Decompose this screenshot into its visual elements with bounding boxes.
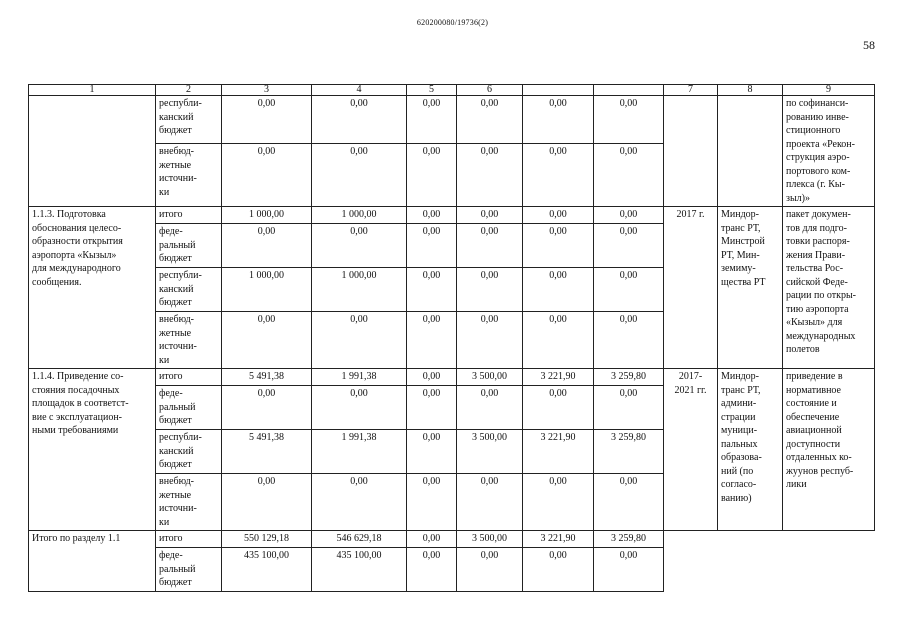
amount-cell: 3 500,00 — [457, 531, 523, 548]
amount-cell: 0,00 — [523, 96, 594, 144]
page-number: 58 — [863, 38, 875, 52]
amount-cell: 0,00 — [312, 144, 407, 207]
amount-cell: 3 259,80 — [594, 430, 664, 474]
amount-cell: 1 991,38 — [312, 430, 407, 474]
amount-cell: 0,00 — [457, 386, 523, 430]
amount-cell: 435 100,00 — [222, 548, 312, 592]
amount-cell: 1 000,00 — [222, 268, 312, 312]
executor-cell: Миндор- транс РТ, админи- страции муници- пальных образова- ний (по согласо- ванию) — [718, 369, 783, 531]
table-row — [29, 96, 875, 144]
amount-cell: 0,00 — [457, 207, 523, 224]
amount-cell: 0,00 — [594, 268, 664, 312]
document-id: 620200080/19736(2) — [416, 18, 489, 27]
table-row — [29, 531, 875, 548]
amount-cell: 0,00 — [407, 207, 457, 224]
column-number: 2 — [156, 85, 222, 96]
column-number: 1 — [29, 85, 156, 96]
amount-cell: 0,00 — [222, 144, 312, 207]
column-number — [594, 85, 664, 96]
amount-cell: 0,00 — [457, 548, 523, 592]
amount-cell: 0,00 — [457, 96, 523, 144]
amount-cell: 0,00 — [523, 268, 594, 312]
amount-cell: 1 991,38 — [312, 369, 407, 386]
amount-cell: 0,00 — [523, 386, 594, 430]
amount-cell: 5 491,38 — [222, 430, 312, 474]
amount-cell: 0,00 — [312, 386, 407, 430]
table-row — [29, 207, 875, 224]
amount-cell: 0,00 — [407, 430, 457, 474]
result-cell: по софинанси- рованию инве- стиционного проекта «Рекон- струкция аэро- портового ком- плекса (г. Кы- зыл)» — [783, 96, 875, 207]
funding-source-cell: феде- ральный бюджет — [156, 224, 222, 268]
column-number: 4 — [312, 85, 407, 96]
funding-source-cell: республи- канский бюджет — [156, 430, 222, 474]
amount-cell: 3 259,80 — [594, 369, 664, 386]
funding-source-cell: итого — [156, 531, 222, 548]
funding-source-cell: внебюд- жетные источни- ки — [156, 312, 222, 369]
period-cell: 2017 г. — [664, 207, 718, 369]
funding-source-cell: республи- канский бюджет — [156, 96, 222, 144]
amount-cell: 0,00 — [457, 144, 523, 207]
table-row — [29, 369, 875, 386]
amount-cell: 0,00 — [594, 474, 664, 531]
amount-cell: 1 000,00 — [312, 268, 407, 312]
amount-cell: 0,00 — [407, 474, 457, 531]
amount-cell: 0,00 — [594, 312, 664, 369]
amount-cell: 0,00 — [457, 268, 523, 312]
amount-cell: 0,00 — [407, 369, 457, 386]
amount-cell: 435 100,00 — [312, 548, 407, 592]
result-cell: пакет докумен- тов для подго- товки распоря- жения Прави- тельства Рос- сийской Феде- рации по откры- тию аэропорта «Кызыл» для международных полетов — [783, 207, 875, 369]
funding-source-cell: внебюд- жетные источни- ки — [156, 144, 222, 207]
amount-cell: 546 629,18 — [312, 531, 407, 548]
amount-cell: 3 500,00 — [457, 369, 523, 386]
empty-cell — [664, 531, 875, 592]
amount-cell: 0,00 — [222, 96, 312, 144]
funding-source-cell: республи- канский бюджет — [156, 268, 222, 312]
amount-cell: 0,00 — [407, 531, 457, 548]
amount-cell: 0,00 — [457, 474, 523, 531]
amount-cell: 0,00 — [594, 96, 664, 144]
amount-cell: 1 000,00 — [222, 207, 312, 224]
amount-cell: 0,00 — [594, 386, 664, 430]
executor-cell — [718, 96, 783, 207]
column-number: 7 — [664, 85, 718, 96]
amount-cell: 0,00 — [457, 224, 523, 268]
amount-cell: 1 000,00 — [312, 207, 407, 224]
budget-table — [28, 84, 875, 592]
activity-name-cell: 1.1.3. Подготовка обоснования целесо- образности открытия аэропорта «Кызыл» для международного сообщения. — [29, 207, 156, 369]
amount-cell: 0,00 — [312, 96, 407, 144]
column-number: 6 — [457, 85, 523, 96]
amount-cell: 0,00 — [523, 144, 594, 207]
column-number: 3 — [222, 85, 312, 96]
amount-cell: 0,00 — [523, 548, 594, 592]
amount-cell: 0,00 — [222, 224, 312, 268]
result-cell: приведение в нормативное состояние и обеспечение авиационной доступности отдаленных ко- жуунов респуб- лики — [783, 369, 875, 531]
amount-cell: 0,00 — [407, 386, 457, 430]
column-number: 8 — [718, 85, 783, 96]
amount-cell: 0,00 — [523, 224, 594, 268]
amount-cell: 0,00 — [312, 224, 407, 268]
amount-cell: 0,00 — [407, 268, 457, 312]
amount-cell: 0,00 — [523, 207, 594, 224]
amount-cell: 3 221,90 — [523, 531, 594, 548]
amount-cell: 0,00 — [407, 96, 457, 144]
amount-cell: 3 500,00 — [457, 430, 523, 474]
column-number-row — [29, 85, 875, 96]
column-number: 5 — [407, 85, 457, 96]
funding-source-cell: итого — [156, 369, 222, 386]
funding-source-cell: феде- ральный бюджет — [156, 386, 222, 430]
column-number — [523, 85, 594, 96]
amount-cell: 0,00 — [457, 312, 523, 369]
amount-cell: 0,00 — [222, 474, 312, 531]
amount-cell: 0,00 — [523, 474, 594, 531]
section-total-label: Итого по разделу 1.1 — [29, 531, 156, 592]
amount-cell: 0,00 — [523, 312, 594, 369]
amount-cell: 0,00 — [407, 144, 457, 207]
amount-cell: 0,00 — [594, 548, 664, 592]
amount-cell: 0,00 — [407, 224, 457, 268]
budget-table-body — [29, 85, 875, 592]
funding-source-cell: итого — [156, 207, 222, 224]
amount-cell: 5 491,38 — [222, 369, 312, 386]
amount-cell: 3 221,90 — [523, 369, 594, 386]
funding-source-cell: феде- ральный бюджет — [156, 548, 222, 592]
activity-name-cell — [29, 96, 156, 207]
amount-cell: 0,00 — [407, 312, 457, 369]
column-number: 9 — [783, 85, 875, 96]
amount-cell: 0,00 — [222, 312, 312, 369]
amount-cell: 0,00 — [594, 224, 664, 268]
period-cell: 2017- 2021 гг. — [664, 369, 718, 531]
amount-cell: 0,00 — [407, 548, 457, 592]
funding-source-cell: внебюд- жетные источни- ки — [156, 474, 222, 531]
amount-cell: 0,00 — [312, 312, 407, 369]
amount-cell: 3 259,80 — [594, 531, 664, 548]
period-cell — [664, 96, 718, 207]
activity-name-cell: 1.1.4. Приведение со- стояния посадочных площадок в соответст- вие с эксплуатацион- ными требованиями — [29, 369, 156, 531]
amount-cell: 550 129,18 — [222, 531, 312, 548]
amount-cell: 3 221,90 — [523, 430, 594, 474]
amount-cell: 0,00 — [222, 386, 312, 430]
amount-cell: 0,00 — [312, 474, 407, 531]
amount-cell: 0,00 — [594, 144, 664, 207]
executor-cell: Миндор- транс РТ, Минстрой РТ, Мин- земиму- щества РТ — [718, 207, 783, 369]
amount-cell: 0,00 — [594, 207, 664, 224]
